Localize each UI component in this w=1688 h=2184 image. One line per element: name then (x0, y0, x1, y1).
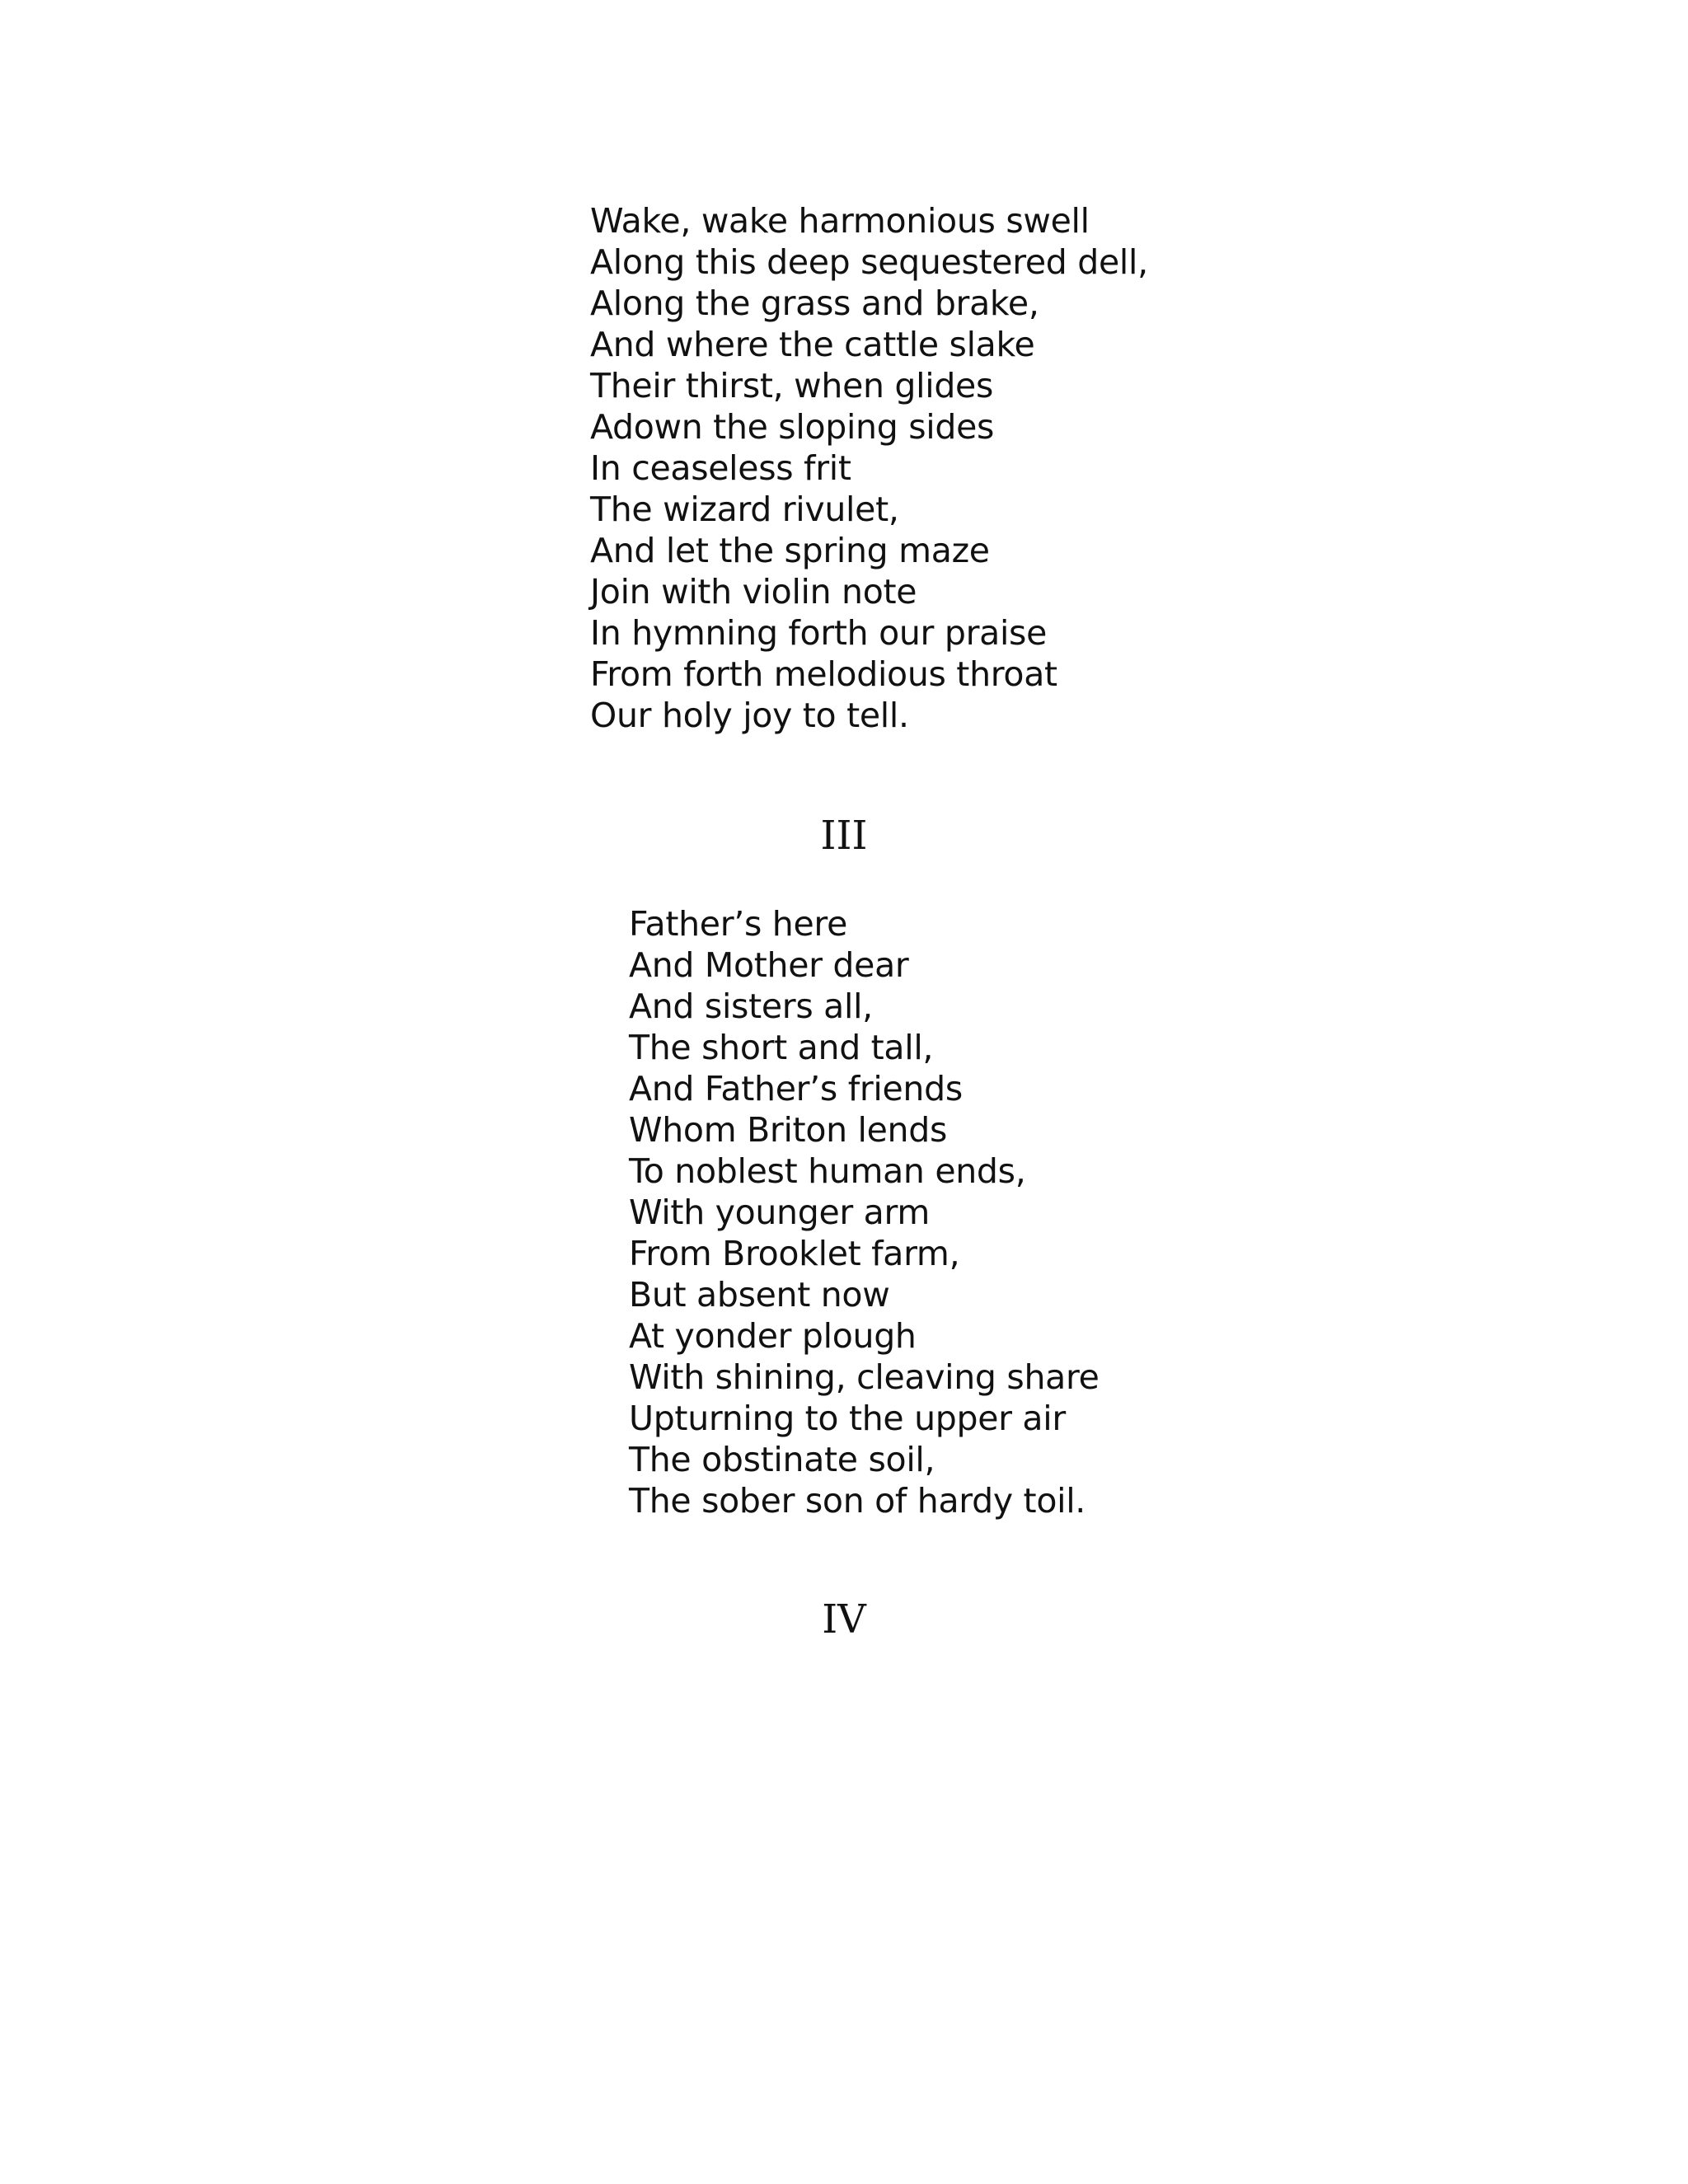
poem-line: And let the spring maze (590, 531, 990, 570)
section-heading-iv: IV (822, 1596, 866, 1643)
poem-line: Our holy joy to tell. (590, 696, 909, 735)
poem-line: Join with violin note (590, 572, 917, 612)
poem-line: To noblest human ends, (629, 1151, 1026, 1191)
poem-line: With shining, cleaving share (629, 1357, 1100, 1397)
poem-line: But absent now (629, 1275, 890, 1315)
poem-line: From forth melodious throat (590, 654, 1057, 694)
poem-line: Upturning to the upper air (629, 1399, 1066, 1438)
poem-line: Father’s here (629, 904, 848, 944)
poem-line: And Father’s friends (629, 1069, 963, 1108)
poem-line: Adown the sloping sides (590, 407, 995, 447)
poem-line: The sober son of hardy toil. (629, 1481, 1086, 1521)
poem-line: Whom Briton lends (629, 1110, 948, 1150)
poem-line: And sisters all, (629, 987, 873, 1026)
poem-line: In hymning forth our praise (590, 613, 1048, 653)
poem-line: The obstinate soil, (629, 1440, 935, 1479)
poem-line: Their thirst, when glides (590, 366, 994, 405)
poem-line: At yonder plough (629, 1316, 917, 1356)
poem-line: With younger arm (629, 1193, 930, 1232)
stanza-one (590, 200, 1148, 736)
poem-line: Along the grass and brake, (590, 284, 1039, 323)
poem-line: In ceaseless frit (590, 448, 851, 488)
section-heading-iii: III (820, 813, 868, 859)
stanza-three (629, 903, 1100, 1521)
poem-line: Wake, wake harmonious swell (590, 201, 1090, 241)
poem-line: The short and tall, (629, 1028, 934, 1067)
poem-line: And where the cattle slake (590, 325, 1035, 364)
poem-line: From Brooklet farm, (629, 1234, 960, 1273)
poem-line: Along this deep sequestered dell, (590, 242, 1148, 282)
poem-line: The wizard rivulet, (590, 490, 899, 529)
poem-line: And Mother dear (629, 945, 909, 985)
